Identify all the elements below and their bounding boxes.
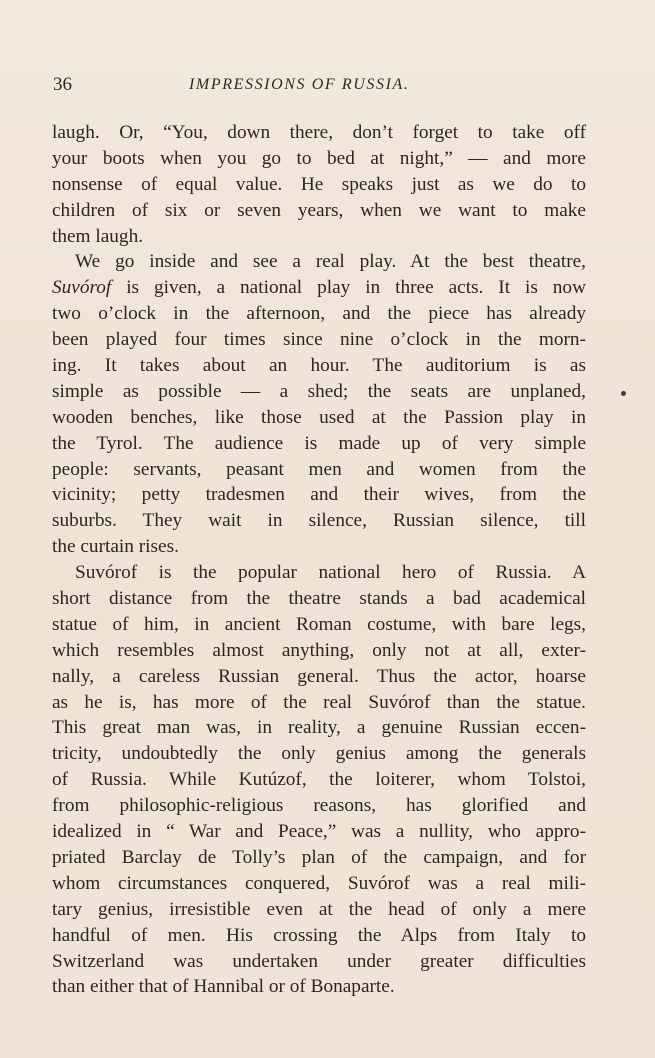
text-line: the curtain rises. xyxy=(52,536,179,558)
text-line: priated Barclay de Tolly’s plan of the campaign, and for xyxy=(52,846,586,868)
text-line: nonsense of equal value. He speaks just as we do to xyxy=(52,173,586,195)
text-line: We go inside and see a real play. At the best theatre, xyxy=(75,251,586,273)
text-line: Suvórof is the popular national hero of Russia. A xyxy=(75,562,586,584)
text-line: statue of him, in ancient Roman costume, with bare legs, xyxy=(52,613,586,635)
text-line: of Russia. While Kutúzof, the loiterer, whom Tolstoi, xyxy=(52,769,586,791)
text-line: vicinity; petty tradesmen and their wives, from the xyxy=(52,484,586,506)
text-line: people: servants, peasant men and women from the xyxy=(52,458,586,480)
text-line: ing. It takes about an hour. The auditorium is as xyxy=(52,355,586,377)
text-line: from philosophic-religious reasons, has glorified and xyxy=(52,795,586,817)
running-title: IMPRESSIONS OF RUSSIA. xyxy=(189,76,410,93)
body-text xyxy=(52,120,586,1000)
text-line: Switzerland was undertaken under greater difficulties xyxy=(52,950,586,972)
text-line: tricity, undoubtedly the only genius among the generals xyxy=(52,743,586,765)
text-line: simple as possible — a shed; the seats are unplaned, xyxy=(52,380,586,402)
text-line: laugh. Or, “You, down there, don’t forget to take off xyxy=(52,122,586,143)
text-line: the Tyrol. The audience is made up of very simple xyxy=(52,432,586,454)
text-line: suburbs. They wait in silence, Russian silence, till xyxy=(52,510,586,532)
text-line: been played four times since nine o’clock in the morn- xyxy=(52,329,586,351)
margin-ink-dot xyxy=(621,391,626,396)
text-line: short distance from the theatre stands a bad academical xyxy=(52,588,586,610)
text-line: wooden benches, like those used at the Passion play in xyxy=(52,406,586,428)
text-line: idealized in “ War and Peace,” was a nullity, who appro- xyxy=(52,821,586,843)
text-line: handful of men. His crossing the Alps from Italy to xyxy=(52,924,586,946)
page-header xyxy=(53,74,588,100)
text-line: This great man was, in reality, a genuine Russian eccen- xyxy=(52,717,586,739)
text-line: children of six or seven years, when we want to make xyxy=(52,199,586,221)
text-line: nally, a careless Russian general. Thus the actor, hoarse xyxy=(52,665,586,687)
page-number: 36 xyxy=(53,74,72,95)
text-line: tary genius, irresistible even at the head of only a mere xyxy=(52,898,586,920)
text-line: them laugh. xyxy=(52,225,144,247)
text-line: which resembles almost anything, only not at all, exter- xyxy=(52,639,586,661)
text-line: whom circumstances conquered, Suvórof was a real mili- xyxy=(52,872,586,894)
text-line: your boots when you go to bed at night,” — and more xyxy=(52,147,586,169)
play-title: Suvórof xyxy=(52,277,112,299)
text-line: than either that of Hannibal or of Bonaparte. xyxy=(52,976,395,998)
text-line: Suvórof is given, a national play in three acts. It is now xyxy=(52,277,586,299)
text-line: two o’clock in the afternoon, and the piece has already xyxy=(52,303,586,325)
text-line: as he is, has more of the real Suvórof than the statue. xyxy=(52,691,586,713)
